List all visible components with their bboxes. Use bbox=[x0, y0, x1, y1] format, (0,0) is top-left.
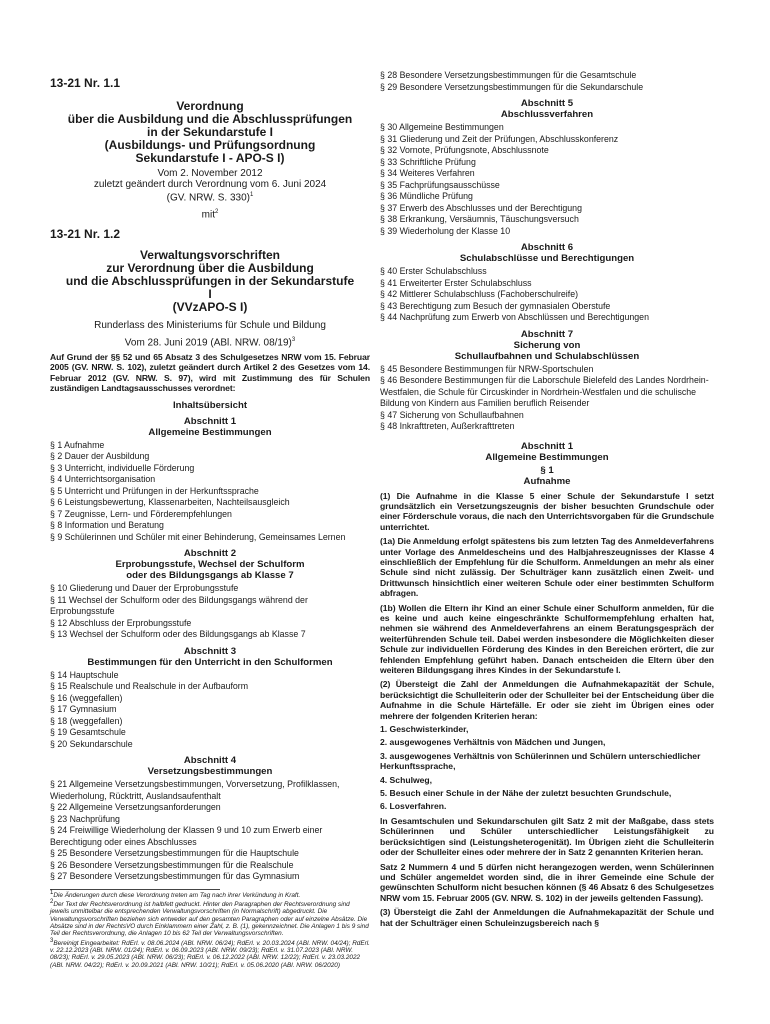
doc1-title-line: in der Sekundarstufe I bbox=[146, 125, 274, 139]
toc-item: § 27 Besondere Versetzungsbestimmungen für das Gymnasium bbox=[50, 871, 300, 882]
footnote-text: Bereinigt Eingearbeitet: RdErl. v. 08.06.2024 (ABl. NRW. 06/24); RdErl. v. 20.03.2024 (ABl. NRW. 04/24); RdErl. v. 22.12.2023 (ABl. NRW. 01/24); RdErl. v. 06.09.2023 (ABl. NRW. 09/23); RdErl. v. 31.07.2023 (ABl. NRW. 08/23); RdErl. v. 29.05.2023 (ABl. NRW. 06/23); RdErl. v. 06.12.2022 (ABl. NRW. 12/22); RdErl. v. 23.03.2022 (ABl. NRW. 04/22); RdErl. v. 20.09.2021 (ABl. NRW. 10/21); RdErl. v. 05.06.2020 (ABl. NRW. 06/2020) bbox=[50, 939, 370, 969]
toc-heading: Inhaltsübersicht bbox=[172, 399, 248, 411]
doc1-title-line: Sekundarstufe I - APO-S I) bbox=[135, 151, 285, 165]
body-paragraph: (2) Übersteigt die Zahl der Anmeldungen die Aufnahmekapazität der Schule, berücksichtigt die Schulleiterin oder der Schulleiter bei der Entscheidung über die Aufnahme in die Schule Härtefälle. Er oder sie zieht im Übrigen eines oder mehrere der folgenden Kriterien heran: bbox=[380, 679, 714, 721]
body-paragraphs-after bbox=[380, 816, 714, 928]
doc2-title-line: (VVzAPO-S I) bbox=[172, 299, 248, 314]
doc2-title-line: I bbox=[208, 286, 212, 301]
toc-item: § 38 Erkrankung, Versäumnis, Täuschungsversuch bbox=[380, 214, 579, 224]
footnote-number: 2 bbox=[50, 899, 54, 906]
doc2-title-line: zur Verordnung über die Ausbildung bbox=[106, 260, 314, 275]
doc2-title bbox=[50, 249, 370, 314]
section-heading-line: Sicherung von bbox=[513, 339, 581, 351]
footnote-ref: 1 bbox=[250, 192, 254, 198]
section-heading bbox=[380, 98, 714, 120]
body-heading-line: Abschnitt 1 bbox=[520, 440, 574, 452]
toc-item: § 24 Freiwillige Wiederholung der Klassen 9 und 10 zum Erwerb einer Berechtigung oder eines Abschlusses bbox=[50, 825, 323, 847]
body-paragraph: Satz 2 Nummern 4 und 5 dürfen nicht herangezogen werden, wenn Schülerinnen und Schüler angemeldet worden sind, die in ihrer Gemeinde eine Schule der gewünschten Schulform nicht besuchen können (§ 46 Absatz 6 des Schulgesetzes NRW vom 15. Februar 2005 (GV. NRW. S. 102) in der jeweils geltenden Fassung). bbox=[380, 861, 714, 903]
footnote-number: 3 bbox=[50, 937, 54, 944]
toc-item: § 22 Allgemeine Versetzungsanforderungen bbox=[50, 802, 221, 813]
criterion-item: 6. Losverfahren. bbox=[380, 801, 447, 812]
toc-list bbox=[380, 364, 714, 433]
toc-item: § 45 Besondere Bestimmungen für NRW-Sportschulen bbox=[380, 363, 594, 374]
section-heading bbox=[50, 548, 370, 581]
body-paragraph: (1) Die Aufnahme in die Klasse 5 einer Schule der Sekundarstufe I setzt grundsätzlich ein Versetzungszeugnis der bisher besuchten Grundschule oder einer Förderschule voraus, die nach den Unterrichtsvorgaben für die Grundschule unterrichtet. bbox=[380, 490, 714, 532]
body-paragraphs bbox=[380, 491, 714, 722]
left-column bbox=[50, 68, 370, 969]
section-heading bbox=[50, 416, 370, 438]
doc2-title-line: und die Abschlussprüfungen in der Sekundarstufe bbox=[65, 273, 355, 288]
section-heading-line: Abschnitt 1 bbox=[183, 415, 237, 427]
doc1-title bbox=[50, 100, 370, 165]
toc-item: § 6 Leistungsbewertung, Klassenarbeiten, Nachteilsausgleich bbox=[50, 497, 290, 508]
toc-item: § 39 Wiederholung der Klasse 10 bbox=[380, 225, 511, 236]
body-heading-line: Allgemeine Bestimmungen bbox=[485, 451, 609, 463]
toc-list bbox=[50, 440, 370, 544]
body-paragraph: (1b) Wollen die Eltern ihr Kind an einer Schule einer Schulform anmelden, für die es keine und auch keine eingeschränkte Schulformempfehlung erhalten hat, nehmen sie während des Anmeldeverfahrens an einem Beratungsgespräch der weiterführenden Schule teil. Dabei werden insbesondere die Möglichkeiten dieser Schule zur individuellen Förderung des Kindes in den Bereichen erörtert, die zur fehlenden Empfehlung geführt haben. Danach entscheiden die Eltern über den weiteren Bildungsgang ihres Kindes in der Sekundarstufe I. bbox=[380, 602, 714, 675]
doc1-gv bbox=[50, 190, 370, 203]
toc-left-sections bbox=[50, 416, 370, 883]
toc-item: § 26 Besondere Versetzungsbestimmungen für die Realschule bbox=[50, 859, 294, 870]
toc-item: § 43 Berechtigung zum Besuch der gymnasialen Oberstufe bbox=[380, 300, 611, 311]
toc-item: § 14 Hauptschule bbox=[50, 669, 119, 680]
criterion-item: 2. ausgewogenes Verhältnis von Mädchen und Jungen, bbox=[380, 737, 606, 748]
doc1-date: Vom 2. November 2012 bbox=[157, 168, 263, 179]
toc-item: § 1 Aufnahme bbox=[50, 439, 105, 450]
toc-item: § 8 Information und Beratung bbox=[50, 520, 164, 531]
toc-item: § 48 Inkrafttreten, Außerkrafttreten bbox=[380, 421, 515, 431]
doc2-date-text: Vom 28. Juni 2019 (ABl. NRW. 08/19) bbox=[124, 336, 292, 348]
body-heading bbox=[380, 441, 714, 487]
toc-item: § 9 Schülerinnen und Schüler mit einer Behinderung, Gemeinsames Lernen bbox=[50, 531, 346, 542]
toc-list bbox=[380, 266, 714, 324]
toc-item: § 36 Mündliche Prüfung bbox=[380, 191, 473, 201]
toc-item: § 3 Unterricht, individuelle Förderung bbox=[50, 462, 195, 473]
toc-top-items bbox=[380, 70, 714, 93]
toc-item: § 4 Unterrichtsorganisation bbox=[50, 474, 156, 485]
toc-item: § 21 Allgemeine Versetzungsbestimmungen, Vorversetzung, Profilklassen, Wiederholung, Rücktritt, Auslandsaufenthalt bbox=[50, 779, 340, 801]
section-heading-line: Abschlussverfahren bbox=[500, 109, 594, 120]
section-heading bbox=[50, 755, 370, 777]
toc-right-sections bbox=[380, 98, 714, 433]
toc-item: § 25 Besondere Versetzungsbestimmungen für die Hauptschule bbox=[50, 848, 299, 859]
toc-item: § 20 Sekundarschule bbox=[50, 738, 133, 749]
criterion-item: 4. Schulweg, bbox=[380, 774, 433, 785]
body-paragraph: (3) Übersteigt die Zahl der Anmeldungen die Aufnahmekapazität der Schule und hat der Schulträger einen Schuleinzugsbereich nach § bbox=[380, 907, 714, 928]
footnote bbox=[50, 938, 370, 969]
body-paragraph: (1a) Die Anmeldung erfolgt spätestens bis zum letzten Tag des Anmeldeverfahrens unter Vorlage des Anmeldescheins und des Halbjahreszeugnisses der Klasse 4 einschließlich der Empfehlung für die Schulform. Anmeldungen an mehr als einer Schule sind nicht zulässig. Der Schulträger kann zusätzlich einen Zweit- und Drittwunsch hinsichtlich einer weiteren Schule oder einer bestimmten Schulform abfragen. bbox=[380, 536, 714, 599]
footnote bbox=[50, 899, 370, 938]
toc-item: § 29 Besondere Versetzungsbestimmungen für die Sekundarschule bbox=[380, 81, 644, 92]
doc1-gv-text: (GV. NRW. S. 330) bbox=[166, 192, 251, 204]
toc-list bbox=[50, 779, 370, 883]
section-heading bbox=[380, 329, 714, 362]
toc-list bbox=[50, 583, 370, 641]
footnote-number: 1 bbox=[50, 889, 54, 896]
doc1-mit-text: mit bbox=[201, 209, 215, 221]
right-column bbox=[380, 70, 714, 928]
toc-item: § 34 Weiteres Verfahren bbox=[380, 168, 475, 178]
footnotes bbox=[50, 890, 370, 969]
section-heading bbox=[50, 646, 370, 668]
section-heading-line: Abschnitt 2 bbox=[183, 548, 237, 560]
section-heading-line: Abschnitt 6 bbox=[520, 242, 574, 253]
criterion-item: 3. ausgewogenes Verhältnis von Schülerinnen und Schülern unterschiedlicher Herkunftssprache, bbox=[380, 750, 701, 772]
toc-item: § 47 Sicherung von Schullaufbahnen bbox=[380, 409, 524, 420]
section-heading-line: Erprobungsstufe, Wechsel der Schulform bbox=[115, 559, 305, 571]
section-heading bbox=[380, 242, 714, 264]
footnote-text: Der Text der Rechtsverordnung ist halbfett gedruckt. Hinter den Paragraphen der Rechtsverordnung sind jeweils unmittelbar die entsprechenden Verwaltungsvorschriften (in Normalschrift) abgedruckt. Die Verwaltungsvorschriften beziehen sich entweder auf den gesamten Paragraphen oder auf einzelne Absätze. Die Absätze sind in der RechtsVO durch Einklammern einer Zahl, z. B. (1), gekennzeichnet. Die Anlagen 1 bis 9 sind Teil der Rechtsverordnung, die Anlagen 10 bis 62 Teil der Verwaltungsvorschriften. bbox=[50, 901, 369, 938]
section-heading-line: Allgemeine Bestimmungen bbox=[148, 426, 272, 438]
toc-item: § 40 Erster Schulabschluss bbox=[380, 266, 487, 276]
toc-item: § 32 Vornote, Prüfungsnote, Abschlussnote bbox=[380, 145, 549, 155]
section-heading-line: Bestimmungen für den Unterricht in den Schulformen bbox=[87, 656, 333, 668]
section-heading-line: Abschnitt 5 bbox=[520, 98, 574, 109]
toc-item: § 12 Abschluss der Erprobungsstufe bbox=[50, 617, 192, 628]
toc-item: § 16 (weggefallen) bbox=[50, 692, 123, 703]
criterion-item: 1. Geschwisterkinder, bbox=[380, 724, 469, 735]
toc-item: § 10 Gliederung und Dauer der Erprobungsstufe bbox=[50, 583, 239, 594]
section-heading-line: oder des Bildungsgangs ab Klasse 7 bbox=[126, 570, 294, 582]
criterion-item: 5. Besuch einer Schule in der Nähe der zuletzt besuchten Grundschule, bbox=[380, 788, 672, 799]
toc-item: § 13 Wechsel der Schulform oder des Bildungsgangs ab Klasse 7 bbox=[50, 629, 306, 640]
toc-item: § 37 Erwerb des Abschlusses und der Berechtigung bbox=[380, 202, 582, 213]
toc-list bbox=[50, 670, 370, 751]
section-heading-line: Versetzungsbestimmungen bbox=[147, 766, 273, 778]
toc-item: § 17 Gymnasium bbox=[50, 704, 117, 715]
toc-item: § 42 Mittlerer Schulabschluss (Fachoberschulreife) bbox=[380, 289, 579, 299]
section-heading-line: Schullaufbahnen und Schulabschlüssen bbox=[454, 350, 640, 362]
doc1-mit bbox=[50, 207, 370, 220]
doc1-changed: zuletzt geändert durch Verordnung vom 6. Juni 2024 bbox=[93, 179, 327, 190]
toc-item: § 19 Gesamtschule bbox=[50, 727, 126, 738]
doc1-title-line: (Ausbildungs- und Prüfungsordnung bbox=[104, 138, 316, 152]
footnote-ref: 3 bbox=[291, 336, 296, 343]
toc-item: § 30 Allgemeine Bestimmungen bbox=[380, 122, 504, 132]
toc-item: § 23 Nachprüfung bbox=[50, 813, 120, 824]
toc-item: § 15 Realschule und Realschule in der Aufbauform bbox=[50, 681, 249, 692]
criteria-list bbox=[380, 724, 714, 812]
toc-item: § 46 Besondere Bestimmungen für die Laborschule Bielefeld des Landes Nordrhein-Westfalen, die Schule für Circuskinder in Nordrhein-Westfalen und die schulische Bildung von Kindern aus Familien beruflich Reisender bbox=[380, 375, 709, 408]
section-heading-line: Schulabschlüsse und Berechtigungen bbox=[459, 253, 635, 264]
doc1-title-line: Verordnung bbox=[176, 99, 244, 113]
footnote bbox=[50, 890, 370, 899]
doc2-runderlass: Runderlass des Ministeriums für Schule und Bildung bbox=[94, 319, 326, 331]
section-heading-line: Abschnitt 7 bbox=[520, 328, 574, 340]
toc-item: § 41 Erweiterter Erster Schulabschluss bbox=[380, 277, 532, 288]
doc1-title-line: über die Ausbildung und die Abschlussprüfungen bbox=[67, 112, 353, 126]
toc-item: § 35 Fachprüfungsausschüsse bbox=[380, 179, 500, 190]
toc-item: § 5 Unterricht und Prüfungen in der Herkunftssprache bbox=[50, 485, 259, 496]
toc-item: § 44 Nachprüfung zum Erwerb von Abschlüssen und Berechtigungen bbox=[380, 312, 649, 322]
toc-item: § 28 Besondere Versetzungsbestimmungen für die Gesamtschule bbox=[380, 70, 637, 80]
toc-item: § 33 Schriftliche Prüfung bbox=[380, 156, 476, 167]
body-heading-line: Aufnahme bbox=[523, 475, 571, 487]
body-heading-line: § 1 bbox=[540, 464, 554, 476]
toc-item: § 7 Zeugnisse, Lern- und Förderempfehlungen bbox=[50, 508, 232, 519]
footnote-text: Die Änderungen durch diese Verordnung treten am Tag nach ihrer Verkündung in Kraft. bbox=[53, 891, 301, 899]
section-heading-line: Abschnitt 3 bbox=[183, 645, 237, 657]
toc-item: § 2 Dauer der Ausbildung bbox=[50, 451, 150, 462]
section-heading-line: Abschnitt 4 bbox=[183, 755, 237, 767]
toc-list bbox=[380, 122, 714, 237]
toc-item: § 31 Gliederung und Zeit der Prüfungen, Abschlusskonferenz bbox=[380, 133, 619, 144]
toc-item: § 18 (weggefallen) bbox=[50, 715, 123, 726]
doc2-number: 13-21 Nr. 1.2 bbox=[50, 226, 121, 241]
intro-paragraph: Auf Grund der §§ 52 und 65 Absatz 3 des Schulgesetzes NRW vom 15. Februar 2005 (GV. NRW. S. 102), zuletzt geändert durch Artikel 2 des Gesetzes vom 14. Februar 2012 (GV. NRW. S. 97), wird mit Zustimmung des für Schulen zuständigen Landtagsausschusses verordnet: bbox=[50, 351, 370, 394]
toc-item: § 11 Wechsel der Schulform oder des Bildungsgangs während der Erprobungsstufe bbox=[50, 594, 308, 617]
footnote-ref: 2 bbox=[215, 209, 219, 216]
body-paragraph: In Gesamtschulen und Sekundarschulen gilt Satz 2 mit der Maßgabe, dass stets Schülerinnen und Schüler unterschiedlicher Leistungsfähigkeit zu berücksichtigen sind (Leistungsheterogenität). Im Übrigen zieht die Schulleiterin oder der Schulleiter eines oder mehrere der in Satz 2 genannten Kriterien heran. bbox=[380, 815, 714, 858]
doc2-date bbox=[50, 335, 370, 348]
doc2-title-line: Verwaltungsvorschriften bbox=[139, 247, 281, 262]
doc1-number: 13-21 Nr. 1.1 bbox=[50, 76, 121, 90]
